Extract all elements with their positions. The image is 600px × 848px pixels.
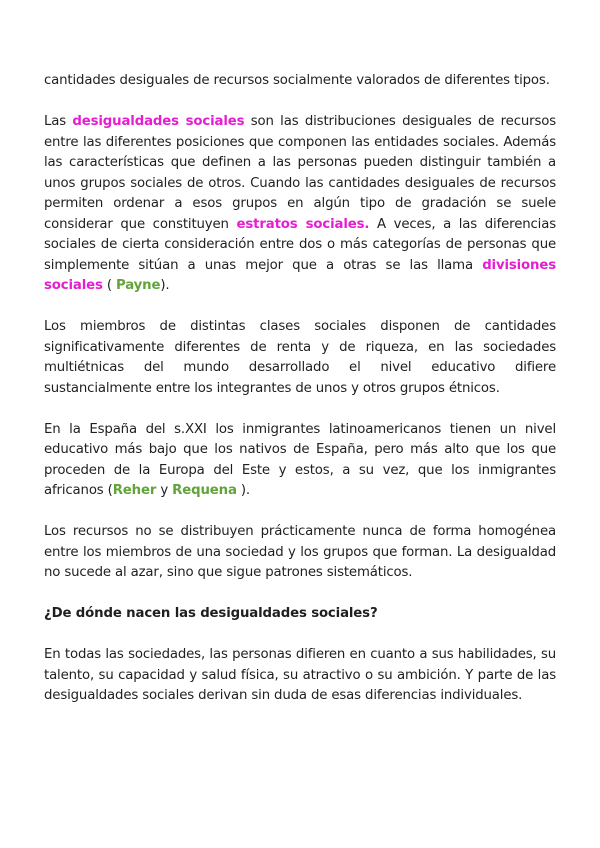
paragraph-1: cantidades desiguales de recursos socialmente valorados de diferentes tipos. (44, 73, 550, 88)
text-run: ( (102, 278, 116, 293)
text-run: En la España del s.XXI los inmigrantes latinoamericanos tienen un nivel educativo más bajo que los nativos de España, pero más alto que los que proceden de la Europa del Este y estos, a su vez, que los inmigrantes africanos ( (44, 421, 556, 498)
term-desigualdades-sociales: desigualdades sociales (72, 114, 245, 129)
author-payne: Payne (115, 278, 161, 293)
paragraph-2 (44, 112, 556, 297)
text-run: y (156, 483, 173, 498)
text-run: ). (236, 483, 251, 498)
author-requena: Requena (172, 483, 237, 498)
term-estratos-sociales: estratos sociales. (236, 216, 370, 232)
text-run: son las distribuciones desiguales de recursos entre las diferentes posiciones que componen las entidades sociales. Además las características que definen a las personas pueden distinguir también a unos grupos sociales de otros. Cuando las cantidades desiguales de recursos permiten ordenar a esos grupos en algún tipo de gradación se suele considerar que constituyen (44, 114, 556, 232)
paragraph-4 (44, 420, 556, 502)
term-divisiones-sociales: divisiones sociales (44, 257, 556, 293)
paragraph-3: Los miembros de distintas clases sociales disponen de cantidades significativamente diferentes de renta y de riqueza, en las sociedades multiétnicas del mundo desarrollado el nivel educativo difiere sustancialmente entre los integrantes de unos y otros grupos étnicos. (44, 319, 556, 396)
paragraph-5: Los recursos no se distribuyen prácticamente nunca de forma homogénea entre los miembros de una sociedad y los grupos que forman. La desigualdad no sucede al azar, sino que sigue patrones sistemáticos. (44, 524, 556, 580)
author-reher: Reher (112, 483, 157, 498)
section-heading: ¿De dónde nacen las desigualdades sociales? (44, 606, 378, 621)
text-run: ). (160, 278, 170, 293)
paragraph-6: En todas las sociedades, las personas difieren en cuanto a sus habilidades, su talento, su capacidad y salud física, su atractivo o su ambición. Y parte de las desigualdades sociales derivan sin duda de esas diferencias individuales. (44, 647, 556, 703)
text-run: A veces, a las diferencias sociales de cierta consideración entre dos o más categorías de personas que simplemente sitúan a unas mejor que a otras se las llama (44, 216, 556, 273)
text-run: Las (44, 114, 73, 129)
document-body (44, 71, 556, 727)
